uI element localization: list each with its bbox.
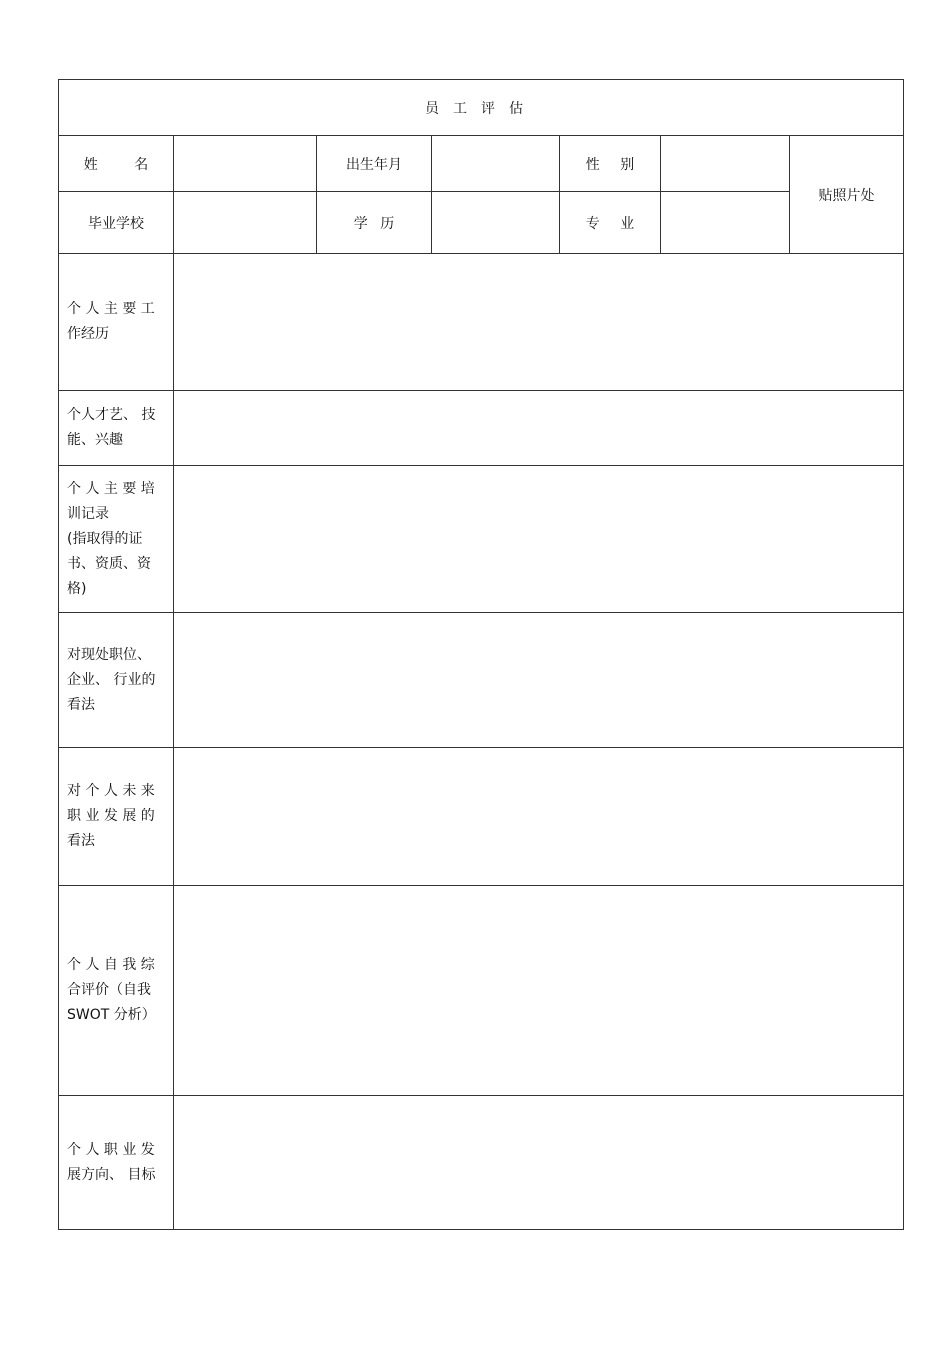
label-line: 个人才艺、 技 (67, 407, 156, 423)
label-line: 个 人 自 我 综 (67, 957, 155, 973)
section-field-training[interactable] (174, 466, 904, 613)
birth-date-label: 出生年月 (317, 136, 432, 192)
label-line: (指取得的证 (67, 530, 143, 547)
birth-date-field[interactable] (432, 136, 560, 192)
label-line: 个 人 主 要 培 (67, 480, 155, 497)
label-line: 对现处职位、 (67, 646, 151, 663)
name-label: 姓 名 (59, 136, 174, 192)
label-line: 个 人 主 要 工 (67, 301, 155, 317)
section-field-self-evaluation[interactable] (174, 886, 904, 1096)
label-line: 作经历 (67, 326, 109, 342)
label-line: 看法 (67, 696, 95, 713)
form-title: 员工评估 (59, 80, 904, 136)
section-label-current-view (59, 613, 174, 748)
form-table (58, 79, 904, 1230)
major-label: 专 业 (560, 192, 661, 254)
section-field-career-goals[interactable] (174, 1096, 904, 1230)
section-field-current-view[interactable] (174, 613, 904, 748)
label-line: 训记录 (67, 505, 109, 522)
section-label-self-evaluation (59, 886, 174, 1096)
section-field-future-career[interactable] (174, 748, 904, 886)
label-line: 能、兴趣 (67, 432, 123, 448)
evaluation-form (58, 79, 903, 1230)
education-field[interactable] (432, 192, 560, 254)
label-line: 职 业 发 展 的 (67, 808, 155, 824)
education-label: 学 历 (317, 192, 432, 254)
label-line: 个 人 职 业 发 (67, 1141, 155, 1158)
label-line: 书、资质、资 (67, 555, 151, 572)
gender-field[interactable] (661, 136, 790, 192)
school-label: 毕业学校 (59, 192, 174, 254)
gender-label: 性 别 (560, 136, 661, 192)
label-line: 对 个 人 未 来 (67, 783, 155, 799)
section-label-career-goals (59, 1096, 174, 1230)
section-field-skills[interactable] (174, 391, 904, 466)
section-label-skills (59, 391, 174, 466)
section-label-training (59, 466, 174, 613)
section-label-work-history (59, 254, 174, 391)
label-line: SWOT 分析） (67, 1007, 156, 1023)
major-field[interactable] (661, 192, 790, 254)
photo-placeholder[interactable]: 贴照片处 (790, 136, 904, 254)
label-line: 看法 (67, 833, 95, 849)
label-line: 合评价（自我 (67, 982, 151, 998)
section-label-future-career (59, 748, 174, 886)
section-field-work-history[interactable] (174, 254, 904, 391)
school-field[interactable] (174, 192, 317, 254)
name-field[interactable] (174, 136, 317, 192)
label-line: 格) (67, 580, 87, 597)
label-line: 企业、 行业的 (67, 671, 156, 688)
label-line: 展方向、 目标 (67, 1166, 156, 1183)
